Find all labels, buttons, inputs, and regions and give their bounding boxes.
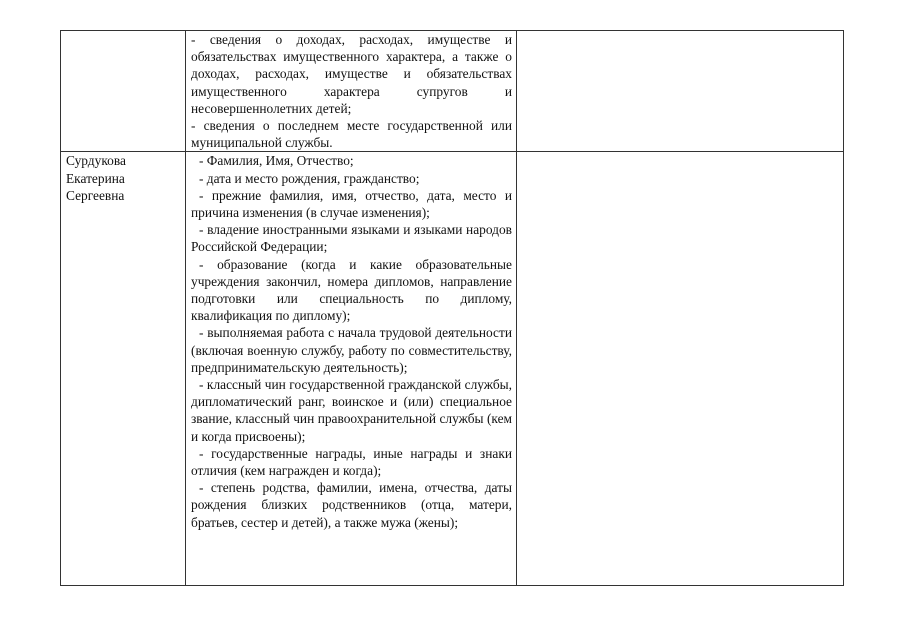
notes-cell: [517, 152, 844, 586]
list-item: - Фамилия, Имя, Отчество;: [199, 153, 354, 169]
items-cell: [186, 152, 517, 586]
surname: Сурдукова: [66, 153, 126, 169]
items-cell: [186, 31, 517, 152]
name-cell: [61, 31, 186, 152]
notes-cell: [517, 31, 844, 152]
list-item: - государственные награды, иные награды и знаки отличия (кем награжден и когда);: [191, 445, 512, 479]
list-item: - классный чин государственной гражданской службы, дипломатический ранг, воинское и (или) специальное звание, классный чин правоохранительной службы (кем и когда присвоены);: [191, 377, 512, 444]
list-item: - владение иностранными языками и языками народов Российской Федерации;: [191, 222, 512, 255]
list-item: - сведения о доходах, расходах, имуществе и обязательствах имущественного характера, а также о доходах, расходах, имуществе и обязательствах имущественного характера супругов и несовершеннолетних детей;: [191, 32, 512, 116]
table-row: [61, 152, 844, 586]
data-table: [60, 30, 844, 586]
name-cell: [61, 152, 186, 586]
list-item: - образование (когда и какие образовательные учреждения закончил, номера дипломов, направление подготовки или специальность по диплому, квалификация по диплому);: [191, 256, 512, 324]
first-name: Екатерина: [66, 170, 125, 186]
table-row: [61, 31, 844, 152]
list-item: - сведения о последнем месте государственной или муниципальной службы.: [191, 118, 512, 151]
list-item: - выполняемая работа с начала трудовой деятельности (включая военную службу, работу по совместительству, предпринимательскую деятельность);: [191, 325, 512, 375]
patronymic: Сергеевна: [66, 187, 125, 203]
list-item: - прежние фамилия, имя, отчество, дата, место и причина изменения (в случае изменения);: [191, 187, 512, 221]
list-item: - степень родства, фамилии, имена, отчества, даты рождения близких родственников (отца, матери, братьев, сестер и детей), а также мужа (жены);: [191, 480, 512, 530]
list-item: - дата и место рождения, гражданство;: [199, 170, 420, 186]
